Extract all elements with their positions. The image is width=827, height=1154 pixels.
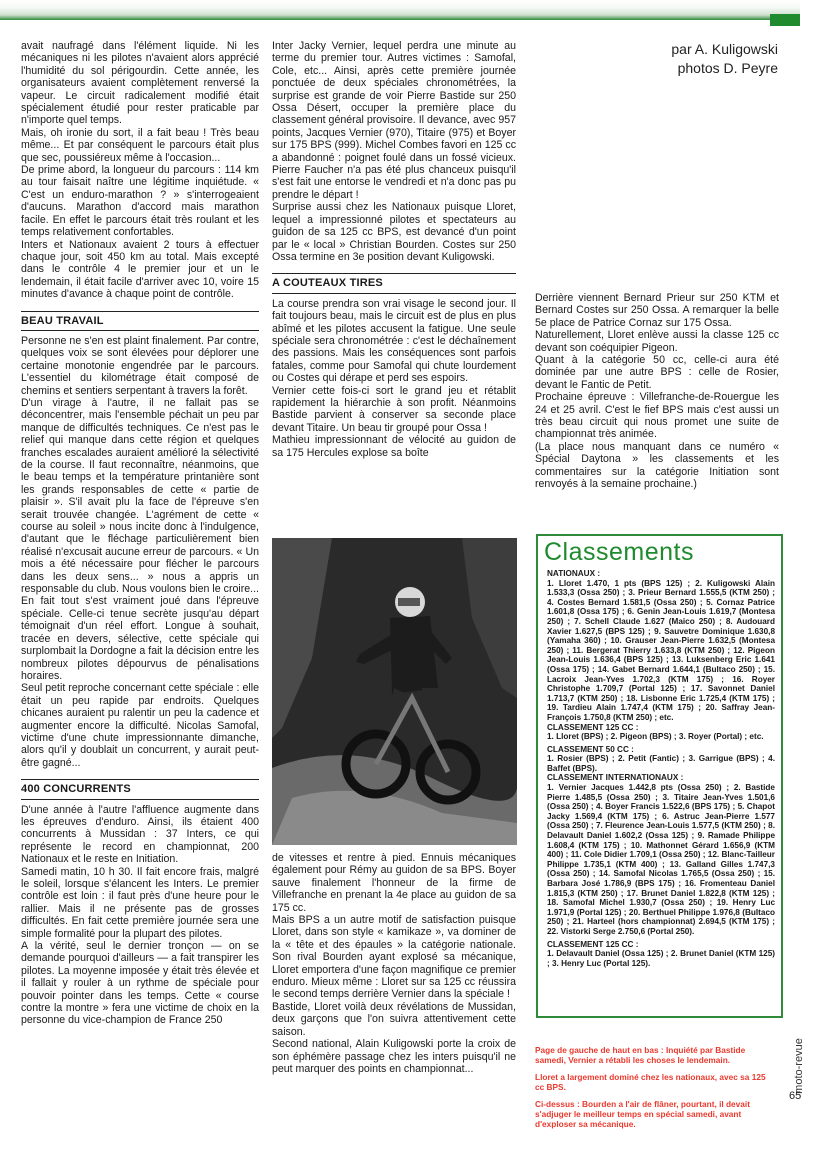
paragraph: Bastide, Lloret voilà deux révélations de Mussidan, deux garçons que l'on suivra attentivement cette saison. [272,1000,516,1038]
results-text: 1. Delavault Daniel (Ossa 125) ; 2. Brunet Daniel (KTM 125) ; 3. Henry Luc (Portal 125). [547,949,775,968]
caption: Lloret a largement dominé chez les nationaux, avec sa 125 cc BPS. [535,1072,766,1092]
paragraph: de vitesses et rentre à pied. Ennuis mécaniques également pour Rémy au guidon de sa BPS. Boyer sauve finalement l'honneur de la firme de Villefranche en prenant la 4e place au guidon de sa 175 cc. [272,852,516,914]
results-heading: NATIONAUX : [547,569,601,578]
section-heading: BEAU TRAVAIL [21,311,259,331]
byline [600,40,778,78]
paragraph: De prime abord, la longueur du parcours : 114 km au tour faisait naître une légitime inquiétude. « C'est un enduro-marathon ? » s'interrogeaient d'aucuns. Marathon d'accord mais marathon facile. En effet le parcours était très roulant et les temps relativement confortables. [21,164,259,239]
paragraph: Second national, Alain Kuligowski porte la croix de son éphémère passage chez les inters puisqu'il ne peut marquer des points en championnat... [272,1038,516,1075]
results-text: 1. Rosier (BPS) ; 2. Petit (Fantic) ; 3. Garrigue (BPS) ; 4. Baffet (BPS). [547,754,775,773]
top-green-band [0,0,800,20]
classements-title: Classements [544,538,694,566]
paragraph: Vernier cette fois-ci sort le grand jeu et rétablit rapidement la hiérarchie à son profit. Néanmoins Bastide parvient à conserver sa seconde place devant Titaire. Un beau tir groupé pour Ossa ! [272,384,516,434]
paragraph: (La place nous manquant dans ce numéro « Spécial Daytona » les classements et les commentaires sur la catégorie Initiation sont renvoyés à la semaine prochaine.) [535,440,779,491]
paragraph: D'un virage à l'autre, il ne fallait pas se déconcentrer, mais l'ensemble péchait un peu par manque de difficultés techniques. Ce n'est pas le relief qui manque dans cette région et quelques franches escalades auraient amélioré la sélectivité de la course. Il faut reconnaître, néanmoins, que le beau temps et la température printanière sont les grands responsables de cette « partie de plaisir ». S'il avait plu la face de l'épreuve s'en serait trouvée changée. L'agrément de cette « course au soleil » nous incite donc à l'indulgence, d'autant que le fléchage particulièrement bien réalisé n'excusait aucune erreur de parcours. « Un mois a été nécessaire pour flécher le parcours dans les deux sens... » nous a appris un responsable du club. Nous voulons bien le croire... En fait tout s'est vraiment joué dans l'épreuve spéciale. Celle-ci tenue secrète jusqu'au départ témoignait d'un réel effort. Longue à souhait, tracée en devers, sélective, cette spéciale qui surplombait la Dordogne a fait la décision entre les nombreux pilotes dépourvus de pénalisations horaires. [21,396,259,682]
paragraph: Surprise aussi chez les Nationaux puisque Lloret, lequel a impressionné pilotes et spectateurs au guidon de sa 125 cc BPS, est devancé d'un point par le « local » Christian Bourden. Costes sur 250 Ossa termine en 3e position devant Kuligowski. [272,201,516,263]
page-number: 65 [789,1090,802,1102]
photo-illustration [272,538,517,845]
results-text: 1. Lloret (BPS) ; 2. Pigeon (BPS) ; 3. Royer (Portal) ; etc. [547,732,764,742]
paragraph: La course prendra son vrai visage le second jour. Il fait toujours beau, mais le circuit est de plus en plus abîmé et les pilotes accusent la fatigue. Une seule spéciale sera chronométrée : c'est le déchaînement des passions. Mais les conséquences sont parfois fatales, comme pour Samofal qui chute lourdement ou Costes qui dérape et perd ses espoirs. [272,297,516,385]
photo-rider-bourden [272,538,517,845]
paragraph: Samedi matin, 10 h 30. Il fait encore frais, malgré le soleil, lorsque s'élancent les Inters. Le premier contrôle est loin : il faut près d'une heure pour le rallier. Mais il ne présente pas de grosses difficultés. En fait cette première journée sera une simple formalité pour la plupart des pilotes. [21,865,259,940]
section-heading: A COUTEAUX TIRES [272,273,516,293]
magazine-name: moto-revue [792,1038,805,1094]
section-heading: 400 CONCURRENTS [21,779,259,799]
paragraph: Quant à la catégorie 50 cc, celle-ci aura été dominée par une autre BPS : celle de Rosier, devant le Fantic de Petit. [535,354,779,391]
paragraph: Mathieu impressionnant de vélocité au guidon de sa 175 Hercules explose sa boîte [272,434,516,459]
paragraph: avait naufragé dans l'élément liquide. Ni les mécaniques ni les pilotes n'avaient alors apprécié l'humidité du sol périgourdin. Cette année, les organisateurs avaient complètement renversé la vapeur. Le circuit radicalement modifié était spécialement étudié pour rester praticable par n'importe quel temps. [21,40,259,127]
column-right [535,292,779,491]
paragraph: Seul petit reproche concernant cette spéciale : elle était un peu rapide par endroits. Quelques chicanes auraient pu ralentir un peu la cadence et augmenter encore la difficulté. Nicolas Samofal, victime d'une chute impressionnante dimanche, alors qu'il y doublait un concurrent, y aurait peut-être gagné... [21,682,259,769]
results-text: 1. Vernier Jacques 1.442,8 pts (Ossa 250) ; 2. Bastide Pierre 1.485,5 (Ossa 250) ; 3. Titaire Jean-Yves 1.501,6 (Ossa 250) ; 4. Boyer Francis 1.522,6 (BPS 175) ; 5. Chapot Jacky 1.569,4 (KTM 175) ; 6. Astruc Jean-Pierre 1.577 (Ossa 250) ; 7. Fleurence Jean-Louis 1.577,5 (KTM 250) ; 8. Delavault Daniel 1.602,2 (Ossa 125) ; 9. Ramade Philippe 1.608,4 (KTM 175) ; 10. Mathonnet Gérard 1.656,9 (KTM 400) ; 11. Cole Didier 1.709,1 (Ossa 250) ; 12. Blanc-Tailleur Philippe 1.735,1 (KTM 400) ; 13. Galland Gilles 1.747,3 (Ossa 250) ; 14. Samofal Nicolas 1.765,5 (Ossa 250) ; 15. Barbara José 1.786,9 (BPS 175) ; 16. Fromenteau Daniel 1.815,3 (KTM 250) ; 17. Brunet Daniel 1.822,8 (KTM 125) ; 18. Samofal Michel 1.930,7 (Ossa 250) ; 19. Henry Luc 1.971,9 (Portal 125) ; 20. Berthuel Philippe 1.976,8 (Bultaco 250) ; 21. Harteel (hors championnat) 2.694,5 (KTM 175) ; 22. Vistorki Serge 2.750,6 (Portal 250). [547,783,775,936]
paragraph: Mais, oh ironie du sort, il a fait beau ! Très beau même... Et par conséquent le parcours était plus que sec, poussiéreux même à l'occasion... [21,126,259,164]
classements-body [547,569,775,968]
results-heading: CLASSEMENT 125 CC : [547,722,639,732]
paragraph: Naturellement, Lloret enlève aussi la classe 125 cc devant son coéquipier Pigeon. [535,329,779,354]
paragraph: D'une année à l'autre l'affluence augmente dans les épreuves d'enduro. Ainsi, ils étaient 400 concurrents à Mussidan : 37 Inters, ce qui représente le record en championnat, 200 Nationaux et le reste en Initiation. [21,803,259,866]
paragraph: Personne ne s'en est plaint finalement. Par contre, quelques voix se sont élevées pour déplorer une certaine monotonie engendrée par le parcours. L'essentiel du kilométrage était composé de chemins et sentiers serpentant à travers la forêt. [21,334,259,397]
paragraph: Mais BPS a un autre motif de satisfaction puisque Lloret, dans son style « kamikaze », va dominer de la « tête et des épaules » la catégorie nationale. Son rival Bourden ayant explosé sa mécanique, Lloret emportera d'une façon magnifique ce premier enduro. Mieux même : Lloret sur sa 125 cc réussira le second temps derrière Vernier dans la spéciale ! [272,914,516,1001]
results-heading: CLASSEMENT 50 CC : [547,744,634,754]
paragraph: Inter Jacky Vernier, lequel perdra une minute au terme du premier tour. Autres victimes : Samofal, Cole, etc... Ainsi, après cette première journée ponctuée de deux spéciales chronométrées, la surprise est grande de voir Pierre Bastide sur 250 Ossa Désert, occuper la première place du classement général provisoire. Il devance, avec 957 points, Jacques Vernier (970), Titaire (975) et Boyer sur 175 BPS (999). Michel Combes favori en 125 cc a abandonné : poignet foulé dans un fossé vicieux. Pierre Faucher n'a pas été plus chanceux puisqu'il s'est fait une entorse le vendredi et n'a donc pas pu prendre le départ ! [272,40,516,201]
paragraph: Inters et Nationaux avaient 2 tours à effectuer chaque jour, soit 450 km au total. Mais excepté dans le contrôle 4 le premier jour et un le lendemain, il était facile d'arriver avec 10, voire 15 minutes d'avance à chaque point de contrôle. [21,238,259,301]
column-middle [272,40,516,459]
photo-captions [535,1046,775,1137]
column-left [21,40,259,1027]
caption: Page de gauche de haut en bas : Inquiété par Bastide samedi, Vernier a rétabli les choses le lendemain. [535,1045,746,1065]
caption: Ci-dessus : Bourden a l'air de flâner, pourtant, il devait s'adjuger le meilleur temps en spécial samedi, avant d'exploser sa mécanique. [535,1099,750,1129]
column-middle-bottom [272,852,516,1075]
results-heading: CLASSEMENT 125 CC : [547,939,639,949]
photo-credit: photos D. Peyre [677,60,778,76]
author-credit: par A. Kuligowski [671,41,778,57]
paragraph: Prochaine épreuve : Villefranche-de-Rouergue les 24 et 25 avril. C'est le fief BPS mais c'est aussi un très beau circuit qui nous promet une suite de championnat très animée. [535,391,779,441]
paragraph: A la vérité, seul le dernier tronçon — on se demande pourquoi d'ailleurs — a fait transpirer les pilotes. La moyenne imposée y était très élevée et il fallait y rouler à un rythme de spéciale pour pouvoir pointer dans les temps. Cette « course contre la montre » fera une victime de choix en la personne du vice-champion de France 250 [21,940,259,1027]
classements-box [536,534,783,1018]
paragraph: Derrière viennent Bernard Prieur sur 250 KTM et Bernard Costes sur 250 Ossa. A remarquer la belle 5e place de Patrice Cornaz sur 175 Ossa. [535,292,779,329]
results-text: 1. Lloret 1.470, 1 pts (BPS 125) ; 2. Kuligowski Alain 1.533,3 (Ossa 250) ; 3. Prieur Bernard 1.555,5 (KTM 250) ; 4. Costes Bernard 1.581,5 (Ossa 250) ; 5. Cornaz Patrice 1.601,8 (Ossa 175) ; 6. Genin Jean-Louis 1.619,7 (Montesa 250) ; 7. Schell Claude 1.627 (Maico 250) ; 8. Audouard Xavier 1.627,5 (BPS 125) ; 9. Sauvetre Dominique 1.630,8 (Yamaha 360) ; 10. Grauser Jean-Pierre 1.632,5 (Montesa 250) ; 11. Bergerat Thierry 1.633,8 (KTM 250) ; 12. Pigeon Jean-Louis 1.636,4 (BPS 125) ; 13. Luksenberg Eric 1.641 (Ossa 175) ; 14. Gabet Bernard 1.644,1 (Bultaco 250) ; 15. Lacroix Jean-Yves 1.702,3 (KTM 175) ; 16. Royer Christophe 1.709,7 (Portal 125) ; 17. Savonnet Daniel 1.713,7 (KTM 250) ; 18. Lisbonne Eric 1.725,4 (KTM 175) ; 19. Tardieu Alain 1.747,4 (KTM 175) ; 20. Saffray Jean-François 1.750,8 (KTM 250) ; etc. [547,578,775,722]
results-heading: CLASSEMENT INTERNATIONAUX : [547,773,684,783]
top-green-accent [770,14,800,26]
